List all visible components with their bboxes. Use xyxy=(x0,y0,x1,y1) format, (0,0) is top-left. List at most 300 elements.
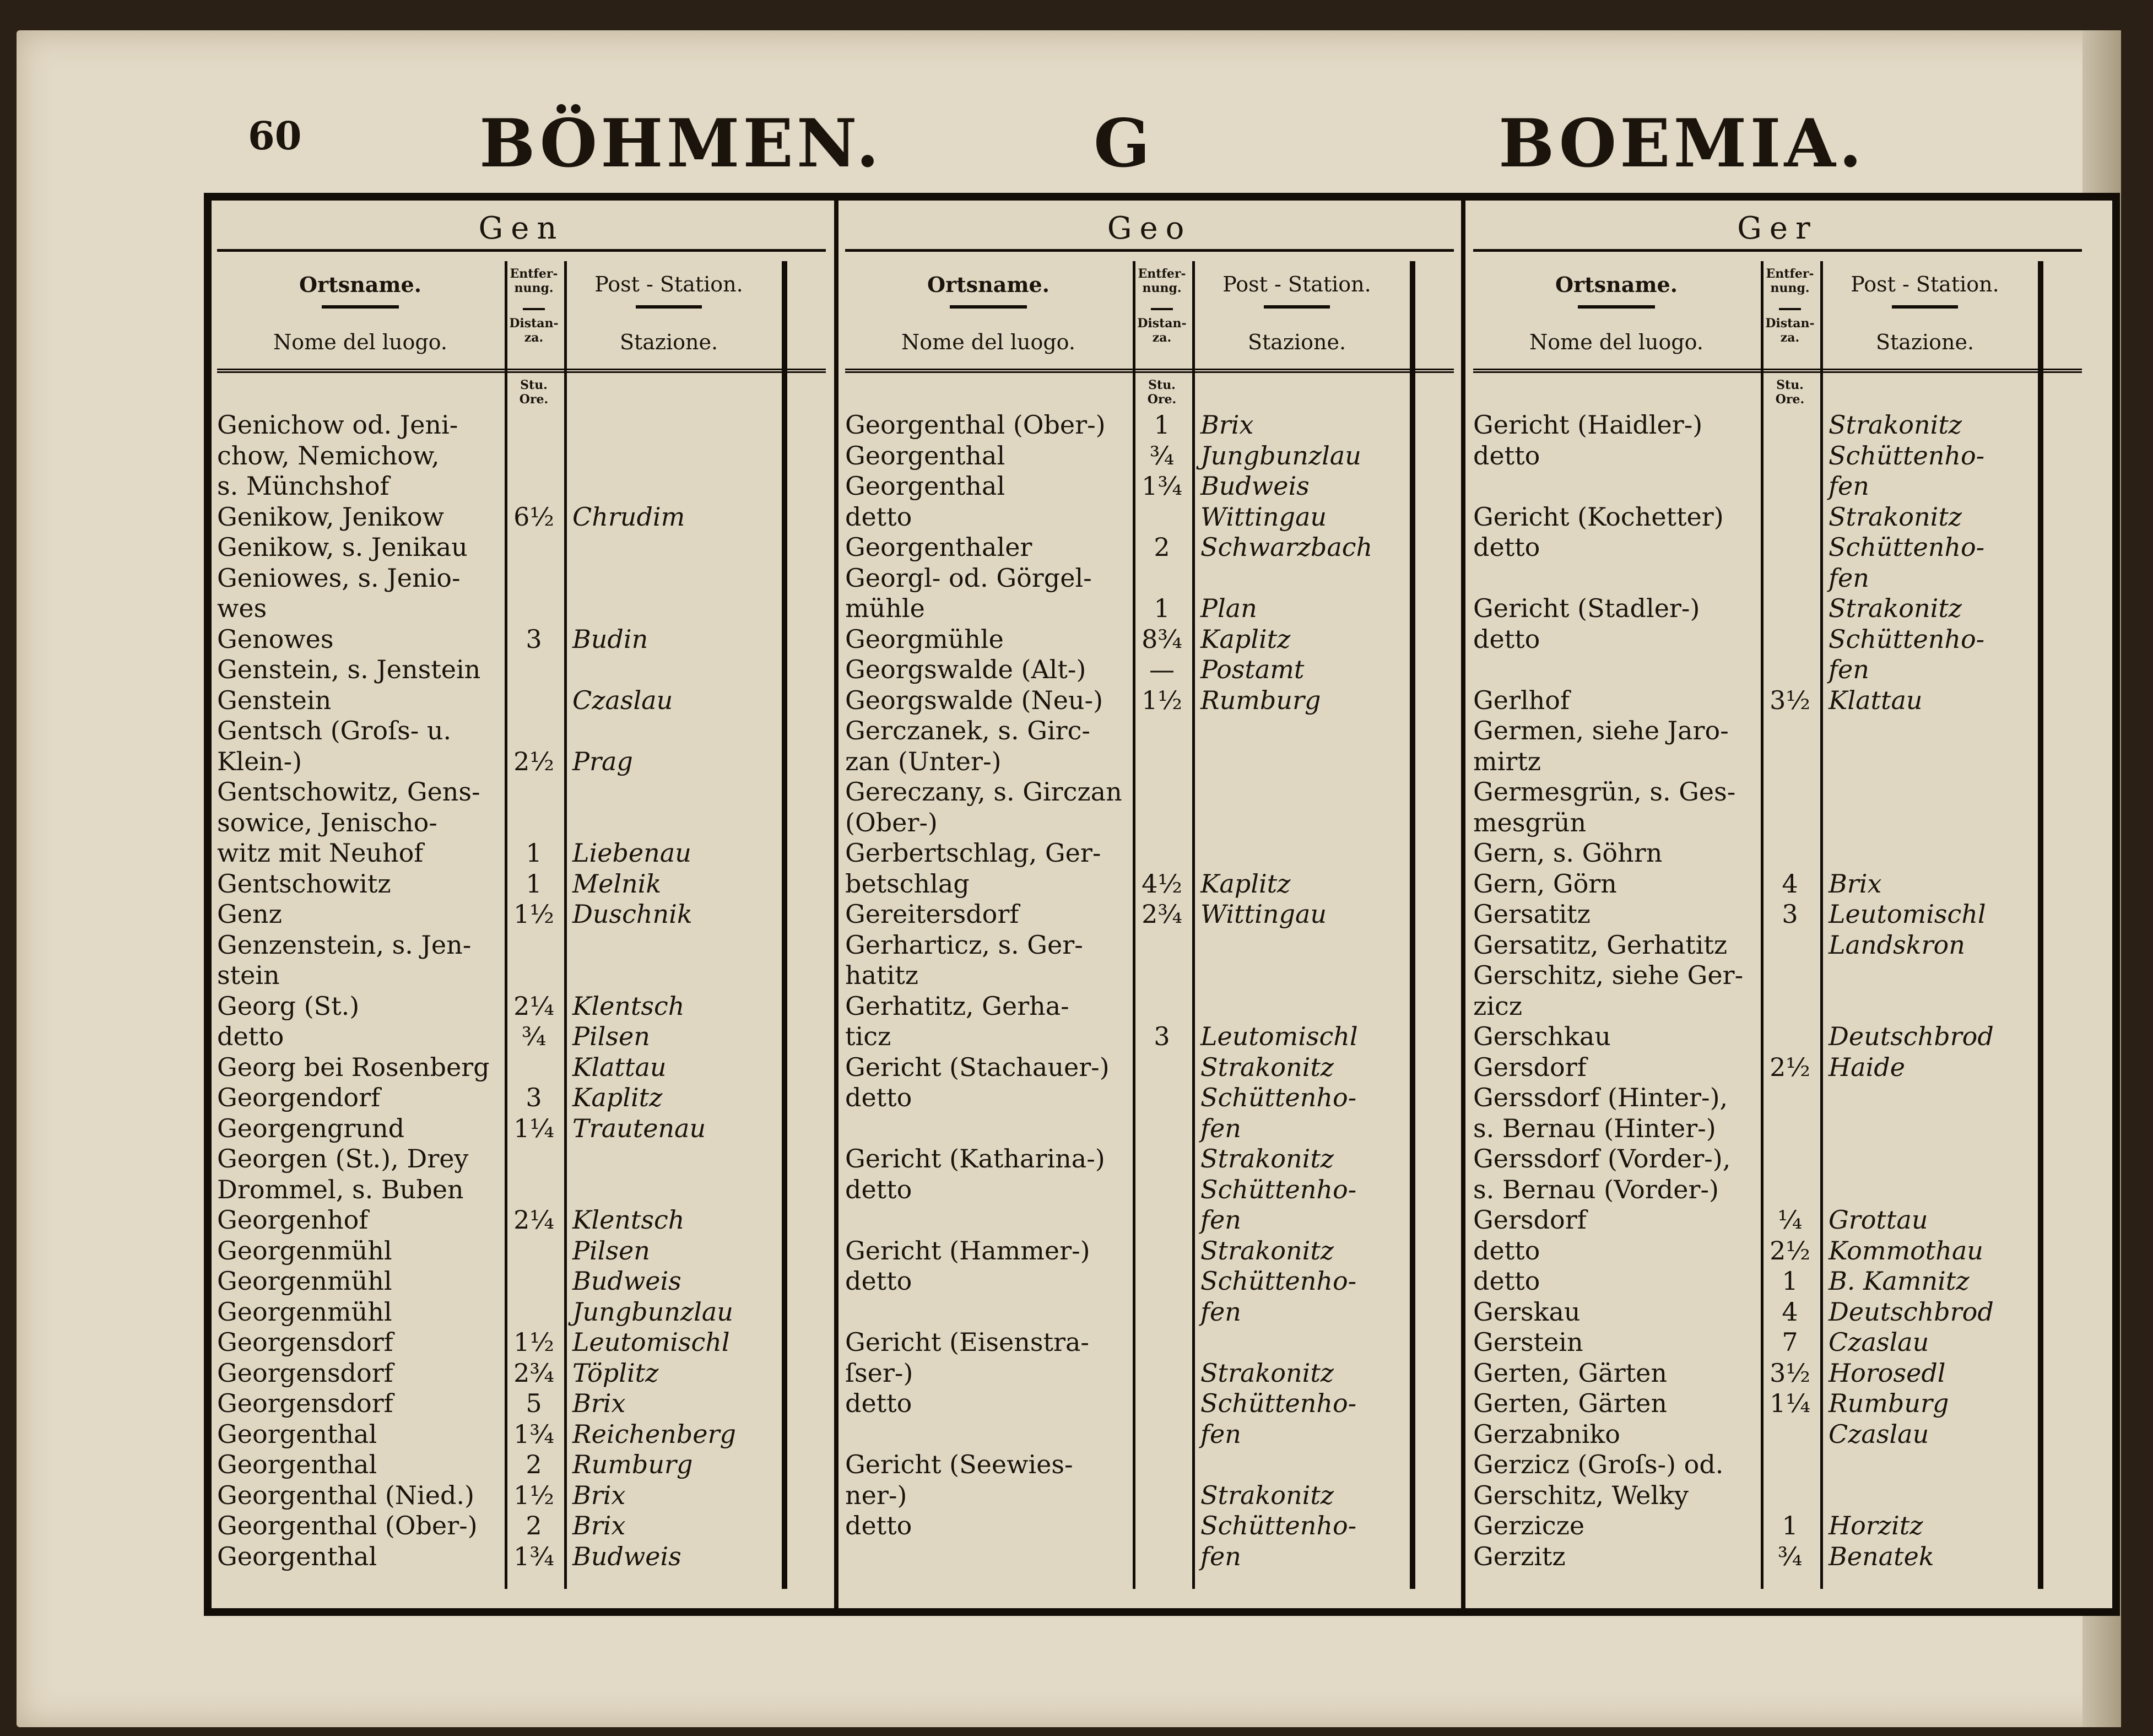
entry-row xyxy=(845,1327,1454,1358)
entry-row xyxy=(217,1542,826,1572)
entry-row xyxy=(845,1052,1454,1083)
entry-row xyxy=(217,410,826,440)
entry-row xyxy=(217,1388,826,1419)
post-station: Benatek xyxy=(1829,1541,1934,1571)
place-name: Georgensdorf xyxy=(217,1388,393,1418)
entry-row xyxy=(217,1205,826,1235)
place-name: Genowes xyxy=(217,624,334,654)
post-station: Leutomischl xyxy=(572,1327,730,1357)
entry-row xyxy=(217,1236,826,1266)
place-name: Gerzabniko xyxy=(1473,1419,1620,1449)
entry-row xyxy=(845,1144,1454,1174)
post-station: fen xyxy=(1200,1205,1241,1235)
units-label: Stu. Ore. xyxy=(1147,378,1177,407)
entry-row xyxy=(217,1511,826,1541)
place-name: Genstein, s. Jenstein xyxy=(217,655,481,684)
place-name: Gereczany, s. Girczan xyxy=(845,777,1122,807)
place-name: ſser-) xyxy=(845,1358,913,1388)
place-name: ticz xyxy=(845,1021,891,1051)
entry-row xyxy=(1473,1236,2082,1266)
header-station-de: Post - Station. xyxy=(1222,272,1371,296)
post-station: Plan xyxy=(1200,593,1257,623)
post-station: Schüttenho- xyxy=(1200,1083,1357,1112)
distance: 1¼ xyxy=(1770,1388,1810,1418)
post-station: Deutschbrod xyxy=(1829,1296,1994,1327)
header-station-de: Post - Station. xyxy=(1851,272,1999,296)
post-station: Brix xyxy=(572,1388,626,1418)
header-dist-it: Distan-za. xyxy=(509,316,559,345)
column-header xyxy=(1473,261,2082,373)
place-name: detto xyxy=(845,1083,912,1112)
distance: 1 xyxy=(1154,593,1170,623)
entry-row xyxy=(845,1083,1454,1113)
place-name: Gerlhof xyxy=(1473,685,1570,715)
place-name: Georg bei Rosenberg xyxy=(217,1052,490,1082)
entry-row xyxy=(217,563,826,593)
header-station-it: Stazione. xyxy=(619,330,718,354)
place-name: Gerbertschlag, Ger- xyxy=(845,838,1101,868)
place-name: Georgenthal xyxy=(217,1541,377,1571)
post-station: Strakonitz xyxy=(1829,501,1962,532)
entry-row xyxy=(1473,410,2082,440)
header-dist-it: Distan-za. xyxy=(1765,316,1815,345)
entry-row xyxy=(1473,471,2082,501)
entry-row xyxy=(845,593,1454,624)
place-name: Geniowes, s. Jenio- xyxy=(217,563,461,593)
entry-row xyxy=(845,930,1454,960)
entry-row xyxy=(845,838,1454,868)
post-station: Schüttenho- xyxy=(1829,624,1985,654)
entry-row xyxy=(217,808,826,838)
post-station: Wittingau xyxy=(1200,501,1327,532)
place-name: chow, Nemichow, xyxy=(217,440,440,470)
post-station: Horzitz xyxy=(1829,1511,1923,1540)
distance: ¾ xyxy=(1149,440,1175,470)
units-label: Stu. Ore. xyxy=(519,378,549,407)
entry-row xyxy=(845,1450,1454,1480)
post-station: Schüttenho- xyxy=(1200,1388,1357,1418)
entry-row xyxy=(217,502,826,532)
place-name: detto xyxy=(845,1511,912,1540)
place-name: detto xyxy=(1473,624,1540,654)
post-station: Reichenberg xyxy=(572,1419,736,1449)
place-name: Genikow, s. Jenikau xyxy=(217,532,468,562)
entry-row xyxy=(1473,441,2082,471)
column-title: Ger xyxy=(1473,210,2082,252)
post-station: Kaplitz xyxy=(1200,624,1291,654)
entry-row xyxy=(1473,532,2082,563)
place-name: Gericht (Kochetter) xyxy=(1473,501,1724,532)
entry-row xyxy=(217,1021,826,1052)
entry-row xyxy=(217,1297,826,1327)
post-station: Kommothau xyxy=(1829,1235,1983,1266)
header-rule xyxy=(322,305,399,309)
entry-row xyxy=(845,655,1454,685)
place-name: Georgendorf xyxy=(217,1083,381,1112)
place-name: detto xyxy=(845,1388,912,1418)
distance: 7 xyxy=(1782,1327,1798,1357)
entry-row xyxy=(845,1236,1454,1266)
header-german: BÖHMEN. xyxy=(479,105,883,182)
entry-row xyxy=(1473,1266,2082,1296)
post-station: fen xyxy=(1829,563,1869,593)
entry-row xyxy=(1473,1052,2082,1083)
place-name: Drommel, s. Buben xyxy=(217,1174,464,1204)
column-divider xyxy=(834,201,839,1608)
post-station: Liebenau xyxy=(572,838,691,868)
place-name: Gericht (Eisenstra- xyxy=(845,1327,1089,1357)
header-name-de: Ortsname. xyxy=(299,272,421,297)
post-station: Strakonitz xyxy=(1200,1235,1334,1266)
place-name: Georgenthal xyxy=(845,471,1005,501)
place-name: Georgenhof xyxy=(217,1205,369,1235)
entry-row xyxy=(217,1358,826,1388)
place-name: Gerssdorf (Vorder-), xyxy=(1473,1144,1731,1173)
place-name: Gentsch (Groſs- u. xyxy=(217,716,452,745)
entry-row xyxy=(845,471,1454,501)
place-name: Gersatitz xyxy=(1473,899,1591,929)
place-name: Gericht (Seewies- xyxy=(845,1450,1073,1479)
entry-row xyxy=(1473,1327,2082,1358)
distance: 2½ xyxy=(1770,1052,1810,1082)
place-name: Georgensdorf xyxy=(217,1358,393,1388)
place-name: s. Bernau (Hinter-) xyxy=(1473,1113,1716,1143)
post-station: B. Kamnitz xyxy=(1829,1266,1970,1296)
distance: 3½ xyxy=(1770,685,1810,715)
entry-row xyxy=(845,960,1454,991)
column-header xyxy=(845,261,1454,373)
header-dist-de: Entfer-nung. xyxy=(1138,267,1186,295)
place-name: ner-) xyxy=(845,1480,907,1510)
entry-row xyxy=(845,1113,1454,1144)
post-station: Duschnik xyxy=(572,899,693,929)
entry-row xyxy=(217,624,826,655)
post-station: Rumburg xyxy=(572,1450,693,1479)
entry-row xyxy=(845,1021,1454,1052)
entry-row xyxy=(217,1083,826,1113)
post-station: Pilsen xyxy=(572,1021,650,1051)
distance: 1 xyxy=(1782,1266,1798,1296)
entry-row xyxy=(1473,1175,2082,1205)
post-station: Klattau xyxy=(572,1052,667,1082)
entry-row xyxy=(845,716,1454,746)
entry-row xyxy=(845,532,1454,563)
column-title: Gen xyxy=(217,210,826,252)
entry-row xyxy=(845,563,1454,593)
post-station: Leutomischl xyxy=(1200,1021,1358,1051)
place-name: Georgenthal xyxy=(217,1450,377,1479)
entry-row xyxy=(217,1144,826,1174)
header-rule xyxy=(950,305,1027,309)
entry-row xyxy=(1473,1205,2082,1235)
entry-row xyxy=(1473,808,2082,838)
post-station: Czaslau xyxy=(1829,1419,1929,1449)
book-page xyxy=(17,30,2121,1727)
place-name: Georgenthal xyxy=(845,440,1005,470)
place-name: wes xyxy=(217,593,267,623)
entry-row xyxy=(1473,960,2082,991)
entry-row xyxy=(1473,1021,2082,1052)
entry-row xyxy=(845,624,1454,655)
distance: 2¾ xyxy=(513,1358,554,1388)
place-name: detto xyxy=(845,1174,912,1204)
post-station: Strakonitz xyxy=(1829,410,1962,440)
post-station: Landskron xyxy=(1829,929,1965,960)
header-rule xyxy=(1578,305,1655,309)
entry-row xyxy=(217,1266,826,1296)
header-name-it: Nome del luogo. xyxy=(1529,330,1703,354)
place-name: Gericht (Stadler-) xyxy=(1473,593,1700,623)
header-dist-de: Entfer-nung. xyxy=(510,267,558,295)
header-station-it: Stazione. xyxy=(1247,330,1346,354)
place-name: Gereitersdorf xyxy=(845,899,1019,929)
post-station: Jungbunzlau xyxy=(1200,440,1361,470)
place-name: Gerschkau xyxy=(1473,1021,1611,1051)
post-station: Chrudim xyxy=(572,501,685,532)
post-station: Schüttenho- xyxy=(1829,532,1985,562)
distance: 6½ xyxy=(513,501,554,532)
distance: ¾ xyxy=(521,1021,547,1051)
entry-row xyxy=(1473,1083,2082,1113)
place-name: s. Bernau (Vorder-) xyxy=(1473,1174,1719,1204)
place-name: Gersdorf xyxy=(1473,1052,1587,1082)
column-header xyxy=(217,261,826,373)
distance: 3½ xyxy=(1770,1358,1810,1388)
distance: 8¾ xyxy=(1142,624,1182,654)
entry-row xyxy=(217,1327,826,1358)
place-name: Georgenthaler xyxy=(845,532,1032,562)
place-name: Georgenthal xyxy=(217,1419,377,1449)
place-name: Georgenthal (Ober-) xyxy=(845,410,1106,440)
post-station: Brix xyxy=(572,1480,626,1510)
entry-row xyxy=(217,716,826,746)
distance: 2 xyxy=(526,1511,542,1540)
entry-row xyxy=(217,960,826,991)
place-name: Gericht (Hammer-) xyxy=(845,1235,1090,1266)
place-name: detto xyxy=(845,501,912,532)
distance: ¼ xyxy=(1777,1205,1803,1235)
place-name: betschlag xyxy=(845,868,970,899)
distance: 1 xyxy=(1782,1511,1798,1540)
place-name: Gerschitz, siehe Ger- xyxy=(1473,960,1744,990)
place-name: detto xyxy=(845,1266,912,1296)
entry-row xyxy=(1473,1511,2082,1541)
page-number: 60 xyxy=(248,113,302,159)
place-name: Genstein xyxy=(217,685,332,715)
entry-row xyxy=(1473,1542,2082,1572)
post-station: Strakonitz xyxy=(1200,1144,1334,1173)
entry-row xyxy=(217,441,826,471)
distance: 4½ xyxy=(1142,868,1182,899)
post-station: Rumburg xyxy=(1829,1388,1949,1418)
place-name: Georgenthal (Ober-) xyxy=(217,1511,478,1540)
column-gen xyxy=(217,201,826,1608)
post-station: Deutschbrod xyxy=(1829,1021,1994,1051)
post-station: Kaplitz xyxy=(572,1083,663,1112)
place-name: Gerczanek, s. Girc- xyxy=(845,716,1090,745)
entry-row xyxy=(1473,1480,2082,1511)
place-name: Gerharticz, s. Ger- xyxy=(845,929,1083,960)
entry-row xyxy=(1473,838,2082,868)
place-name: mühle xyxy=(845,593,925,623)
place-name: Georgswalde (Neu-) xyxy=(845,685,1103,715)
entry-row xyxy=(845,1511,1454,1541)
distance: 1¾ xyxy=(1142,471,1182,501)
distance: 2½ xyxy=(513,746,554,776)
entry-row xyxy=(217,471,826,501)
post-station: Jungbunzlau xyxy=(572,1296,733,1327)
entry-row xyxy=(1473,899,2082,929)
entry-row xyxy=(845,899,1454,929)
entry-row xyxy=(845,1266,1454,1296)
header-station-it: Stazione. xyxy=(1875,330,1975,354)
distance: 3 xyxy=(526,1083,542,1112)
entry-row xyxy=(217,593,826,624)
entry-row xyxy=(1473,1388,2082,1419)
distance: 2 xyxy=(1154,532,1170,562)
post-station: Prag xyxy=(572,746,633,776)
place-name: Genzenstein, s. Jen- xyxy=(217,929,472,960)
entry-row xyxy=(845,1388,1454,1419)
header-rule xyxy=(1151,308,1173,310)
place-name: Gericht (Stachauer-) xyxy=(845,1052,1110,1082)
post-station: Melnik xyxy=(572,868,662,899)
place-name: Georgensdorf xyxy=(217,1327,393,1357)
post-station: Czaslau xyxy=(572,685,673,715)
entry-row xyxy=(217,747,826,777)
distance: 1 xyxy=(1154,410,1170,440)
entry-row xyxy=(1473,777,2082,807)
place-name: Gerten, Gärten xyxy=(1473,1358,1668,1388)
entry-row xyxy=(1473,624,2082,655)
distance: 1½ xyxy=(513,1480,554,1510)
post-station: Schüttenho- xyxy=(1200,1511,1357,1540)
post-station: Schüttenho- xyxy=(1200,1174,1357,1204)
entry-row xyxy=(1473,747,2082,777)
place-name: Gericht (Haidler-) xyxy=(1473,410,1703,440)
column-ger xyxy=(1473,201,2082,1608)
post-station: Haide xyxy=(1829,1052,1905,1082)
place-name: Klein-) xyxy=(217,746,302,776)
post-station: Klattau xyxy=(1829,685,1923,715)
post-station: fen xyxy=(1200,1419,1241,1449)
entry-row xyxy=(217,838,826,868)
entry-row xyxy=(217,1113,826,1144)
entry-row xyxy=(845,1205,1454,1235)
place-name: Gern, Görn xyxy=(1473,868,1617,899)
post-station: Kaplitz xyxy=(1200,868,1291,899)
entry-row xyxy=(217,1175,826,1205)
place-name: detto xyxy=(217,1021,284,1051)
place-name: Gentschowitz xyxy=(217,868,391,899)
post-station: Trautenau xyxy=(572,1113,706,1143)
place-name: Georgmühle xyxy=(845,624,1004,654)
post-station: Grottau xyxy=(1829,1205,1928,1235)
post-station: Töplitz xyxy=(572,1358,659,1388)
post-station: Budweis xyxy=(572,1266,681,1296)
entry-row xyxy=(217,1480,826,1511)
post-station: Schwarzbach xyxy=(1200,532,1373,562)
entry-row xyxy=(1473,563,2082,593)
post-station: Strakonitz xyxy=(1829,593,1962,623)
post-station: fen xyxy=(1829,471,1869,501)
post-station: Leutomischl xyxy=(1829,899,1986,929)
distance: — xyxy=(1149,655,1175,684)
distance: 2½ xyxy=(1770,1235,1810,1266)
header-name-it: Nome del luogo. xyxy=(273,330,447,354)
place-name: hatitz xyxy=(845,960,918,990)
header-italian: BOEMIA. xyxy=(1499,105,1865,182)
place-name: Gerstein xyxy=(1473,1327,1583,1357)
distance: 2¼ xyxy=(513,991,554,1021)
entry-row xyxy=(845,1542,1454,1572)
post-station: Brix xyxy=(1200,410,1254,440)
entry-row xyxy=(845,1480,1454,1511)
entry-row xyxy=(845,441,1454,471)
place-name: Genikow, Jenikow xyxy=(217,501,444,532)
header-dist-de: Entfer-nung. xyxy=(1766,267,1814,295)
post-station: Budweis xyxy=(1200,471,1310,501)
distance: 1½ xyxy=(1142,685,1182,715)
entry-row xyxy=(217,930,826,960)
entry-row xyxy=(845,1419,1454,1450)
entry-row xyxy=(217,777,826,807)
column-divider xyxy=(1461,201,1465,1608)
distance: 4 xyxy=(1782,1296,1798,1327)
entry-row xyxy=(1473,1144,2082,1174)
header-name-it: Nome del luogo. xyxy=(901,330,1075,354)
header-dist-it: Distan-za. xyxy=(1137,316,1187,345)
place-name: Gericht (Katharina-) xyxy=(845,1144,1105,1173)
post-station: Strakonitz xyxy=(1200,1480,1334,1510)
header-rule xyxy=(523,308,545,310)
place-name: Germesgrün, s. Ges- xyxy=(1473,777,1736,807)
post-station: fen xyxy=(1829,655,1869,684)
entry-row xyxy=(217,1450,826,1480)
register-table xyxy=(204,193,2120,1616)
entry-row xyxy=(217,655,826,685)
entry-row xyxy=(217,1052,826,1083)
distance: 3 xyxy=(1782,899,1798,929)
post-station: Brix xyxy=(1829,868,1882,899)
entry-row xyxy=(845,1175,1454,1205)
post-station: Klentsch xyxy=(572,1205,685,1235)
entry-row xyxy=(217,869,826,899)
place-name: mesgrün xyxy=(1473,807,1587,837)
entry-row xyxy=(845,685,1454,716)
place-name: detto xyxy=(1473,532,1540,562)
place-name: Gerskau xyxy=(1473,1296,1581,1327)
units-label: Stu. Ore. xyxy=(1775,378,1805,407)
place-name: Georgswalde (Alt-) xyxy=(845,655,1086,684)
place-name: stein xyxy=(217,960,280,990)
entry-row xyxy=(845,747,1454,777)
column-geo xyxy=(845,201,1454,1608)
post-station: Schüttenho- xyxy=(1200,1266,1357,1296)
place-name: Georgenthal (Nied.) xyxy=(217,1480,474,1510)
place-name: Georgengrund xyxy=(217,1113,405,1143)
post-station: Schüttenho- xyxy=(1829,440,1985,470)
post-station: Klentsch xyxy=(572,991,685,1021)
entry-row xyxy=(1473,593,2082,624)
place-name: Gerzicze xyxy=(1473,1511,1585,1540)
header-rule xyxy=(1779,308,1801,310)
post-station: Budin xyxy=(572,624,648,654)
post-station: fen xyxy=(1200,1296,1241,1327)
place-name: Georgenmühl xyxy=(217,1296,392,1327)
place-name: Georgen (St.), Drey xyxy=(217,1144,469,1173)
distance: 3 xyxy=(526,624,542,654)
